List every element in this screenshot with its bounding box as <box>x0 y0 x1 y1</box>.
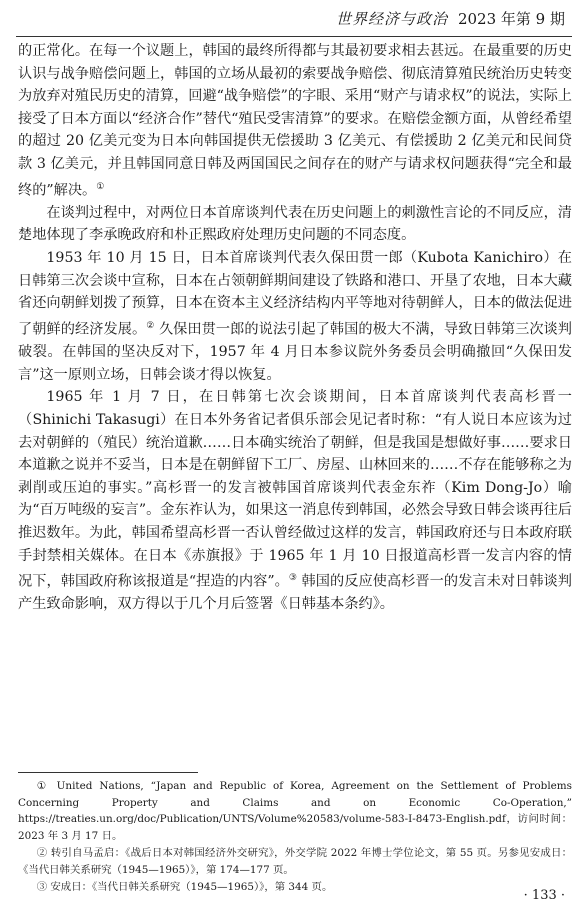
main-text <box>18 40 572 616</box>
footnote: ① United Nations, “Japan and Republic of Korea, Agreement on the Settlement of Problems Concerning Property and Claims and on Economic Co-Operation,” https://treaties.un.org/doc/Publication/UNTS/Volume%20583/volume-583-I-8473-English.pdf，访问时间：2023 年 3 月 17 日。 <box>18 780 572 842</box>
header-rule <box>16 36 572 37</box>
paragraph: 1953 年 10 月 15 日，日本首席谈判代表久保田贯一郎（Kubota Kanichiro）在日韩第三次会谈中宣称，日本在占领朝鲜期间建设了铁路和港口、开垦了农地，日本大藏省还向朝鲜划拨了预算，日本在资本主义经济结构内平等地对待朝鲜人，日本的做法促进了朝鲜的经济发展。② 久保田贯一郎的说法引起了韩国的极大不满，导致日韩第三次谈判破裂。在韩国的坚决反对下，1957 年 4 月日本参议院外务委员会明确撤回“久保田发言”这一原则立场，日韩会谈才得以恢复。 <box>18 250 572 383</box>
footnote-rule <box>18 772 198 773</box>
footnote-mark[interactable]: ② <box>146 320 155 331</box>
running-header <box>336 8 565 32</box>
footnote-mark[interactable]: ③ <box>288 573 297 584</box>
page-number: · 133 · <box>523 888 565 903</box>
footnotes <box>18 778 572 897</box>
paragraph: 1965 年 1 月 7 日，在日韩第七次会谈期间，日本首席谈判代表高杉晋一（Shinichi Takasugi）在日本外务省记者俱乐部会见记者时称：“有人说日本应该为过去对朝鲜的（殖民）统治道歉……日本确实统治了朝鲜，但是我国是想做好事……要求日本道歉之说并不妥当，日本是在朝鲜留下工厂、房屋、山林回来的……不存在能够称之为剥削或压迫的事实。”高杉晋一的发言被韩国首席谈判代表金东祚（Kim Dong-Jo）喻为“百万吨级的妄言”。金东祚认为，如果这一消息传到韩国，必然会导致日韩会谈再往后推迟数年。为此，韩国希望高杉晋一否认曾经做过这样的发言，韩国政府还与日本政府联手封禁相关媒体。在日本《赤旗报》于 1965 年 1 月 10 日报道高杉晋一发言内容的情况下，韩国政府称该报道是“捏造的内容”。③ 韩国的反应使高杉晋一的发言未对日韩谈判产生致命影响，双方得以于几个月后签署《日韩基本条约》。 <box>18 389 572 613</box>
footnote-mark[interactable]: ① <box>96 181 105 192</box>
issue-label: 2023 年第 9 期 <box>457 10 565 28</box>
footnote: ③ 安成日：《当代日韩关系研究（1945—1965）》，第 344 页。 <box>36 881 333 893</box>
footnote: ② 转引自马孟启：《战后日本对韩国经济外交研究》，外交学院 2022 年博士学位论文，第 55 页。另参见安成日：《当代日韩关系研究（1945—1965）》，第 174—177 页。 <box>18 847 572 876</box>
journal-title: 世界经济与政治 <box>335 10 448 28</box>
paragraph: 在谈判过程中，对两位日本首席谈判代表在历史问题上的刺激性言论的不同反应，清楚地体现了李承晚政府和朴正熙政府处理历史问题的不同态度。 <box>18 204 572 244</box>
paragraph: 的正常化。在每一个议题上，韩国的最终所得都与其最初要求相去甚远。在最重要的历史认识与战争赔偿问题上，韩国的立场从最初的索要战争赔偿、彻底清算殖民统治历史转变为放弃对殖民历史的清算，回避“战争赔偿”的字眼、采用“财产与请求权”的说法，实际上接受了日本方面以“经济合作”替代“殖民受害清算”的要求。在赔偿金额方面，从曾经希望的超过 20 亿美元变为日本向韩国提供无偿援助 3 亿美元、有偿援助 2 亿美元和民间贷款 3 亿美元，并且韩国同意日韩及两国国民之间存在的财产与请求权问题获得“完全和最终的”解决。① <box>18 43 572 199</box>
